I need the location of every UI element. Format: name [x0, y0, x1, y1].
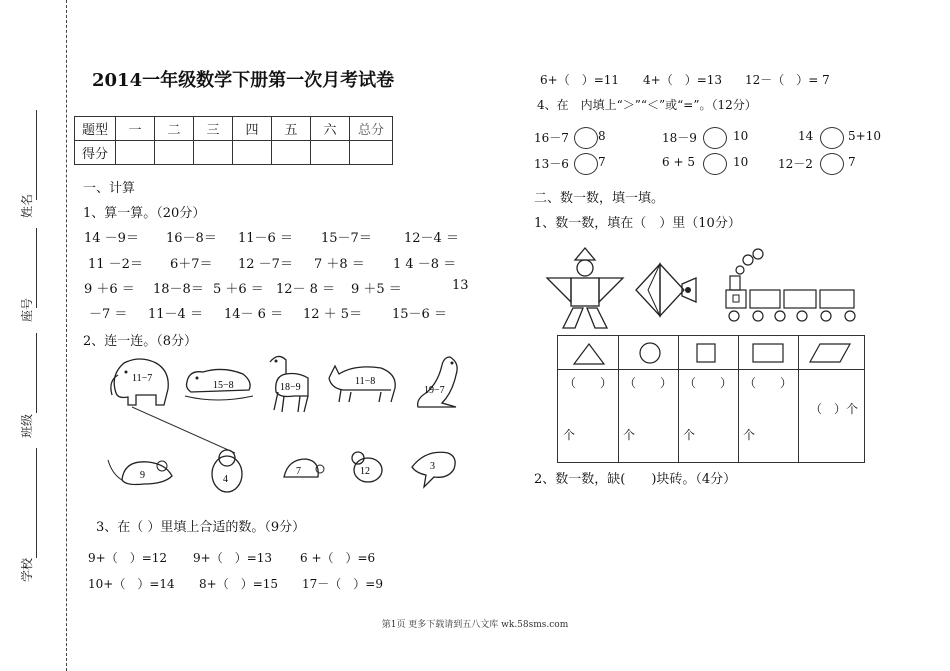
- calc-item: 15－6 ＝: [392, 307, 447, 322]
- shape-count-table: [557, 335, 865, 463]
- section2-title: 二、数一数，填一填。: [534, 191, 665, 206]
- score-header-6: 六: [311, 117, 350, 141]
- unit-label: 个: [743, 428, 756, 442]
- compare-circle[interactable]: [703, 127, 727, 149]
- fill-item: 10+（ ）=14: [88, 577, 175, 591]
- score-cell[interactable]: [155, 141, 194, 165]
- score-header-4: 四: [233, 117, 272, 141]
- compare-right: 10: [733, 155, 749, 169]
- horse-drawing: [264, 352, 314, 416]
- hippo-drawing: [183, 364, 255, 404]
- horse-label: 18−9: [280, 382, 301, 393]
- class-blank-line: [36, 333, 37, 413]
- compare-left: 18－9: [662, 131, 697, 145]
- parallelogram-icon: [808, 342, 852, 364]
- count-q1-title: 1、数一数，填在（ ）里（10分）: [534, 216, 741, 231]
- chick-label: 12: [360, 466, 370, 477]
- school-blank-line: [36, 448, 37, 558]
- unit-label: 个: [563, 428, 576, 442]
- calc-item: 11－4 ＝: [148, 307, 203, 322]
- compare-left: 13－6: [534, 157, 569, 171]
- unit-label: 个: [683, 428, 696, 442]
- calc-item: 18－8＝: [153, 282, 204, 297]
- compare-left: 14: [798, 129, 814, 143]
- q4-title: 4、在 内填上“＞”“＜”或“=”。（12分）: [537, 98, 757, 112]
- score-header-type: 题型: [75, 117, 116, 141]
- fish-shape-figure: [634, 262, 698, 318]
- calc-item: 6＋7＝: [170, 257, 213, 272]
- count-blank[interactable]: （ ）: [684, 376, 733, 390]
- count-blank[interactable]: （ ）: [564, 376, 613, 390]
- seat-blank-line: [36, 228, 37, 308]
- calc-item: 12 －7＝: [238, 257, 293, 272]
- chick-drawing: [346, 448, 386, 488]
- triangle-icon: [572, 342, 606, 366]
- dolphin-label: 3: [430, 461, 435, 472]
- calc-item: 12－4 ＝: [404, 231, 459, 246]
- score-cell[interactable]: [233, 141, 272, 165]
- rhino-drawing: [325, 360, 400, 406]
- elephant-label: 11−7: [132, 373, 153, 384]
- compare-right: 10: [733, 129, 749, 143]
- mouse-label: 9: [140, 470, 145, 481]
- compare-right: 5+10: [848, 129, 881, 143]
- compare-left: 6 + 5: [662, 155, 695, 169]
- square-icon: [695, 342, 717, 364]
- hippo-label: 15−8: [213, 380, 234, 391]
- turtle-drawing: [278, 455, 326, 487]
- name-blank-line: [36, 110, 37, 200]
- calc-item: 15－7＝: [321, 231, 372, 246]
- score-cell[interactable]: [194, 141, 233, 165]
- compare-left: 12－2: [778, 157, 813, 171]
- fill-item: 6 +（ ）=6: [300, 551, 376, 565]
- calc-item: 7 ＋8 ＝: [314, 257, 365, 272]
- fill-item: 6+（ ）=11: [540, 73, 620, 87]
- robot-shape-figure: [545, 246, 625, 332]
- q1-title: 1、算一算。（20分）: [83, 206, 206, 221]
- calc-item: 16－8＝: [166, 231, 217, 246]
- margin-label-school: 学校: [20, 557, 34, 582]
- turtle-label: 7: [296, 466, 301, 477]
- score-cell[interactable]: [116, 141, 155, 165]
- score-cell[interactable]: [272, 141, 311, 165]
- score-table: [74, 116, 393, 165]
- compare-circle[interactable]: [820, 127, 844, 149]
- calc-item: 11－6 ＝: [238, 231, 293, 246]
- penguin-drawing: [204, 448, 250, 494]
- q2-title: 2、连一连。（8分）: [83, 334, 198, 349]
- fill-item: 9+（ ）=12: [88, 551, 168, 565]
- calc-item: 13: [452, 278, 469, 293]
- score-header-3: 三: [194, 117, 233, 141]
- calc-item: 14 －9＝: [84, 231, 139, 246]
- fill-item: 17－（ ）=9: [302, 577, 383, 591]
- calc-item: 12 ＋ 5＝: [303, 307, 363, 322]
- score-header-1: 一: [116, 117, 155, 141]
- page-title: 2014一年级数学下册第一次月考试卷: [92, 70, 395, 91]
- compare-right: 8: [598, 129, 606, 143]
- margin-label-seat: 座号: [20, 297, 34, 322]
- count-blank[interactable]: （ ）个: [810, 402, 859, 416]
- circle-icon: [638, 342, 662, 364]
- dolphin-drawing: [408, 443, 460, 489]
- calc-item: 14－ 6 ＝: [224, 307, 284, 322]
- calc-item: 9 ＋6 ＝: [84, 282, 135, 297]
- unit-label: 个: [623, 428, 636, 442]
- margin-label-name: 姓名: [20, 193, 34, 218]
- count-q2-title: 2、数一数，缺( )块砖。（4分）: [534, 472, 737, 487]
- seal-drawing: [412, 353, 462, 411]
- q3-title: 3、在（ ）里填上合适的数。（9分）: [96, 520, 306, 535]
- count-blank[interactable]: （ ）: [744, 376, 793, 390]
- rhino-label: 11−8: [355, 376, 376, 387]
- compare-left: 16－7: [534, 131, 569, 145]
- score-row-label: 得分: [75, 141, 116, 165]
- compare-right: 7: [848, 155, 856, 169]
- train-shape-figure: [724, 248, 858, 324]
- calc-item: －7 ＝: [89, 307, 128, 322]
- compare-circle[interactable]: [574, 127, 598, 149]
- calc-item: 5 ＋6 ＝: [213, 282, 264, 297]
- section1-title: 一、计算: [83, 181, 136, 196]
- binding-dashed-line: [66, 0, 67, 671]
- fill-item: 9+（ ）=13: [193, 551, 273, 565]
- score-cell[interactable]: [311, 141, 350, 165]
- rectangle-icon: [751, 342, 785, 364]
- margin-label-class: 班级: [20, 413, 34, 438]
- compare-right: 7: [598, 155, 606, 169]
- score-header-total: 总分: [350, 117, 393, 141]
- fill-item: 12－（ ）= 7: [745, 73, 830, 87]
- calc-item: 12－ 8 ＝: [276, 282, 336, 297]
- mouse-drawing: [104, 450, 184, 492]
- compare-circle[interactable]: [574, 153, 598, 175]
- compare-circle[interactable]: [703, 153, 727, 175]
- score-header-2: 二: [155, 117, 194, 141]
- calc-item: 9 ＋5 ＝: [351, 282, 402, 297]
- calc-item: 11 －2＝: [88, 257, 143, 272]
- score-header-5: 五: [272, 117, 311, 141]
- count-blank[interactable]: （ ）: [624, 376, 673, 390]
- score-cell[interactable]: [350, 141, 393, 165]
- seal-label: 19−7: [424, 385, 445, 396]
- fill-item: 8+（ ）=15: [199, 577, 279, 591]
- penguin-label: 4: [223, 474, 228, 485]
- compare-circle[interactable]: [820, 153, 844, 175]
- fill-item: 4+（ ）=13: [643, 73, 723, 87]
- page-footer: 第1页 更多下载请到五八文库 wk.58sms.com: [381, 620, 569, 630]
- calc-item: 1 4 －8 ＝: [393, 257, 457, 272]
